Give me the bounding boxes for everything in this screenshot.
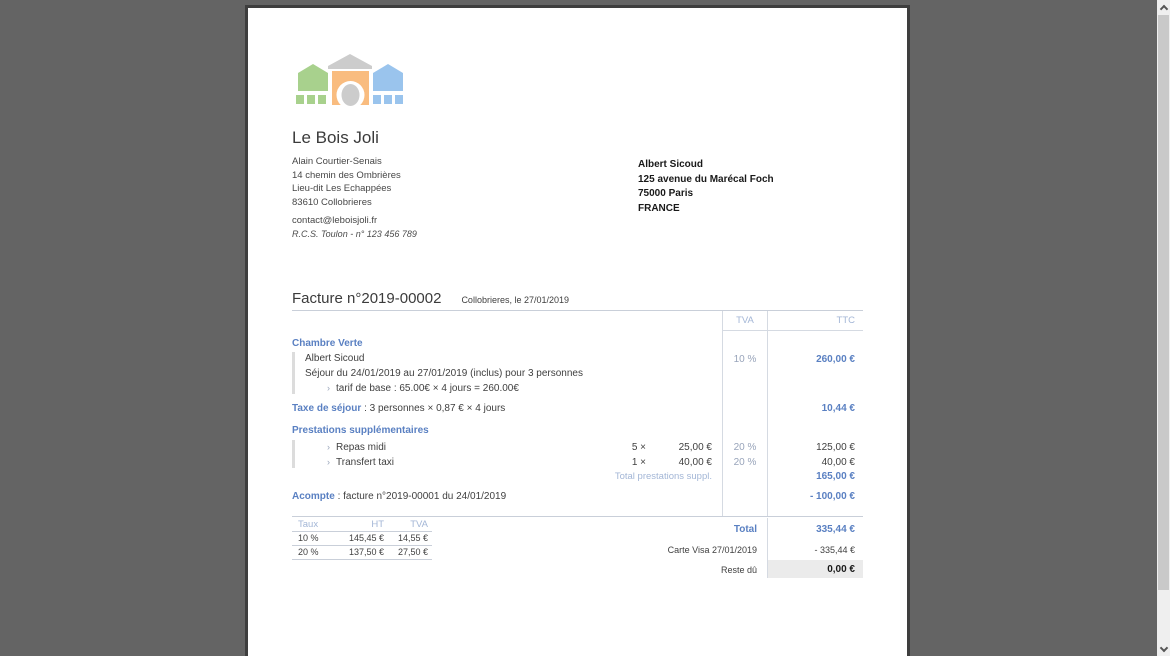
prestation-price: 40,00 €	[678, 457, 712, 468]
vat-header-taux: Taux	[298, 519, 319, 530]
invoice-title-row	[292, 290, 569, 307]
vat-rate: 20 %	[298, 547, 319, 557]
logo-door	[342, 84, 360, 106]
cell-empty	[722, 509, 767, 516]
payment-label: Carte Visa 27/01/2019	[667, 545, 757, 555]
logo-blue-house	[373, 64, 403, 91]
logo-blue-window	[384, 95, 392, 104]
company-address-line: Lieu-dit Les Echappées	[292, 183, 392, 194]
section-title: Chambre Verte	[292, 338, 363, 349]
cell-empty	[767, 420, 863, 439]
chevron-bullet-icon: ›	[327, 457, 330, 467]
scroll-down-button[interactable]	[1157, 642, 1170, 656]
acompte-row	[292, 485, 863, 509]
stay-ttc: 260,00 €	[767, 350, 863, 397]
recipient-street: 125 avenue du Marécal Foch	[638, 173, 774, 185]
guest-name: Albert Sicoud	[305, 353, 365, 364]
prestations-ttc-cell	[767, 439, 863, 470]
logo-roof	[328, 54, 372, 69]
recipient-city: 75000 Paris	[638, 188, 694, 199]
company-logo	[292, 50, 407, 110]
reste-du-label: Reste dû	[720, 565, 757, 575]
summary-section	[292, 518, 863, 578]
prestations-total-row	[292, 470, 863, 485]
cell-empty	[722, 485, 767, 509]
scrollbar-thumb[interactable]	[1158, 15, 1169, 590]
prestation-item	[292, 440, 722, 455]
vat-rate: 10 %	[298, 533, 319, 543]
vat-amount: 14,55 €	[397, 533, 428, 543]
tarif-line	[305, 381, 722, 397]
prestations-title: Prestations supplémentaires	[292, 425, 429, 436]
logo-blue-window	[373, 95, 381, 104]
cell-empty	[722, 331, 767, 350]
detail-indent-bar	[292, 352, 295, 394]
payment-value: - 335,44 €	[767, 540, 863, 560]
company-email: contact@leboisjoli.fr	[292, 215, 378, 226]
payment-summary	[533, 518, 863, 578]
prestation-label: Transfert taxi	[336, 457, 394, 468]
vat-header-row	[292, 518, 432, 532]
vertical-scrollbar[interactable]	[1157, 0, 1170, 656]
acompte-cell	[292, 485, 722, 509]
reste-du-value: 0,00 €	[767, 560, 863, 578]
vat-ht: 145,45 €	[348, 533, 384, 543]
chevron-bullet-icon: ›	[327, 442, 330, 452]
invoice-document-page	[245, 5, 910, 656]
prestation-ttc: 40,00 €	[821, 457, 855, 468]
cell-empty	[722, 420, 767, 439]
chevron-down-icon	[1159, 643, 1167, 651]
vat-summary-table	[292, 518, 432, 578]
company-address-line: 14 chemin des Ombrières	[292, 169, 401, 181]
recipient-name: Albert Sicoud	[638, 159, 704, 170]
acompte-detail: : facture n°2019-00001 du 24/01/2019	[334, 491, 507, 502]
prestation-ttc: 125,00 €	[816, 442, 855, 453]
header-main-spacer	[292, 311, 722, 331]
vat-row	[292, 546, 432, 560]
header-tva: TVA	[722, 311, 767, 331]
prestations-total-ttc: 165,00 €	[767, 470, 863, 485]
taxe-cell	[292, 397, 722, 420]
stay-tva: 10 %	[722, 350, 767, 397]
vat-header-tva: TVA	[410, 519, 428, 530]
prestation-tva: 20 %	[733, 442, 757, 453]
logo-blue-window	[395, 95, 403, 104]
total-value: 335,44 €	[767, 518, 863, 540]
reste-du-row	[533, 560, 863, 578]
company-address-line: Alain Courtier-Senais	[292, 156, 382, 167]
prestation-tva: 20 %	[733, 457, 757, 468]
prestations-items-cell	[292, 439, 722, 470]
recipient-country: FRANCE	[638, 202, 680, 214]
prestation-qty: 1 ×	[631, 457, 646, 468]
logo-green-window	[318, 95, 326, 104]
vat-amount: 27,50 €	[397, 547, 428, 557]
stay-detail-row	[292, 350, 863, 397]
vat-header-ht: HT	[371, 519, 384, 530]
prestations-items-row	[292, 439, 863, 470]
company-registration: R.C.S. Toulon - n° 123 456 789	[292, 229, 417, 239]
detail-indent-bar	[292, 440, 295, 468]
recipient-address	[638, 158, 774, 216]
vat-row	[292, 532, 432, 546]
cell-empty	[722, 470, 767, 485]
logo-green-window	[296, 95, 304, 104]
stay-detail-cell	[292, 350, 722, 397]
vat-ht: 137,50 €	[348, 547, 384, 557]
taxe-sejour-row	[292, 397, 863, 420]
acompte-label: Acompte	[292, 491, 335, 502]
prestations-total-label: Total prestations suppl.	[614, 471, 712, 482]
invoice-title: Facture n°2019-00002	[292, 290, 442, 307]
prestation-item	[292, 455, 722, 470]
prestation-label: Repas midi	[336, 442, 387, 453]
total-label: Total	[733, 524, 757, 535]
logo-green-window	[307, 95, 315, 104]
tarif-text: tarif de base : 65.00€ × 4 jours = 260.00€	[336, 383, 519, 394]
table-header-row	[292, 311, 863, 331]
prestations-title-row	[292, 420, 863, 439]
chevron-up-icon	[1159, 4, 1167, 12]
section-title-row	[292, 331, 863, 350]
taxe-label: Taxe de séjour	[292, 403, 362, 414]
invoice-table	[292, 310, 863, 517]
scroll-up-button[interactable]	[1157, 0, 1170, 14]
taxe-detail: : 3 personnes × 0,87 € × 4 jours	[361, 403, 506, 414]
prestation-price: 25,00 €	[678, 442, 712, 453]
invoice-place-date: Collobrieres, le 27/01/2019	[461, 295, 570, 305]
cell-empty	[292, 509, 722, 516]
logo-green-house	[298, 64, 328, 91]
cell-empty	[767, 509, 863, 516]
company-address	[292, 155, 401, 209]
prestations-tva-cell	[722, 439, 767, 470]
acompte-ttc: - 100,00 €	[767, 485, 863, 509]
table-bottom-padding-row	[292, 509, 863, 516]
cell-empty	[767, 331, 863, 350]
prestation-qty: 5 ×	[631, 442, 646, 453]
company-address-line: 83610 Collobrieres	[292, 196, 372, 208]
cell-empty	[722, 397, 767, 420]
stay-line: Séjour du 24/01/2019 au 27/01/2019 (inclus) pour 3 personnes	[305, 367, 583, 379]
payment-row	[533, 540, 863, 560]
company-name: Le Bois Joli	[292, 128, 379, 147]
chevron-bullet-icon: ›	[327, 383, 330, 393]
total-row	[533, 518, 863, 540]
taxe-ttc: 10,44 €	[767, 397, 863, 420]
header-ttc: TTC	[767, 311, 863, 331]
